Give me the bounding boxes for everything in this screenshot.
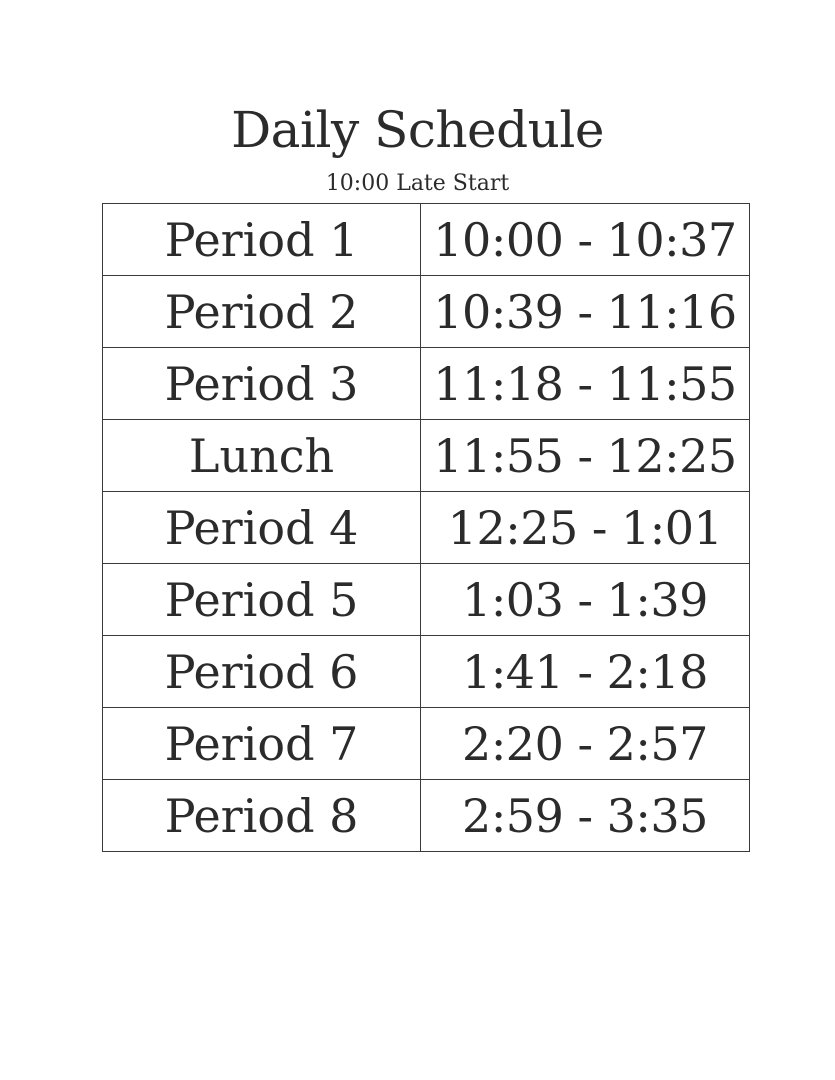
- period-time: 11:55 - 12:25: [421, 420, 750, 492]
- period-label: Period 5: [103, 564, 421, 636]
- page-title: Daily Schedule: [231, 101, 604, 159]
- table-row: [103, 780, 750, 852]
- period-label: Period 8: [103, 780, 421, 852]
- period-label: Period 3: [103, 348, 421, 420]
- period-time: 1:03 - 1:39: [421, 564, 750, 636]
- page-subtitle: 10:00 Late Start: [325, 171, 510, 196]
- period-label: Period 6: [103, 636, 421, 708]
- period-time: 12:25 - 1:01: [421, 492, 750, 564]
- table-row: [103, 420, 750, 492]
- period-label: Lunch: [103, 420, 421, 492]
- period-time: 2:20 - 2:57: [421, 708, 750, 780]
- table-row: [103, 636, 750, 708]
- schedule-table: [102, 203, 750, 852]
- table-row: [103, 204, 750, 276]
- table-row: [103, 708, 750, 780]
- period-time: 10:39 - 11:16: [421, 276, 750, 348]
- period-label: Period 1: [103, 204, 421, 276]
- period-time: 1:41 - 2:18: [421, 636, 750, 708]
- period-label: Period 2: [103, 276, 421, 348]
- period-time: 10:00 - 10:37: [421, 204, 750, 276]
- period-label: Period 7: [103, 708, 421, 780]
- period-time: 2:59 - 3:35: [421, 780, 750, 852]
- period-time: 11:18 - 11:55: [421, 348, 750, 420]
- table-row: [103, 348, 750, 420]
- period-label: Period 4: [103, 492, 421, 564]
- table-row: [103, 564, 750, 636]
- table-row: [103, 276, 750, 348]
- table-row: [103, 492, 750, 564]
